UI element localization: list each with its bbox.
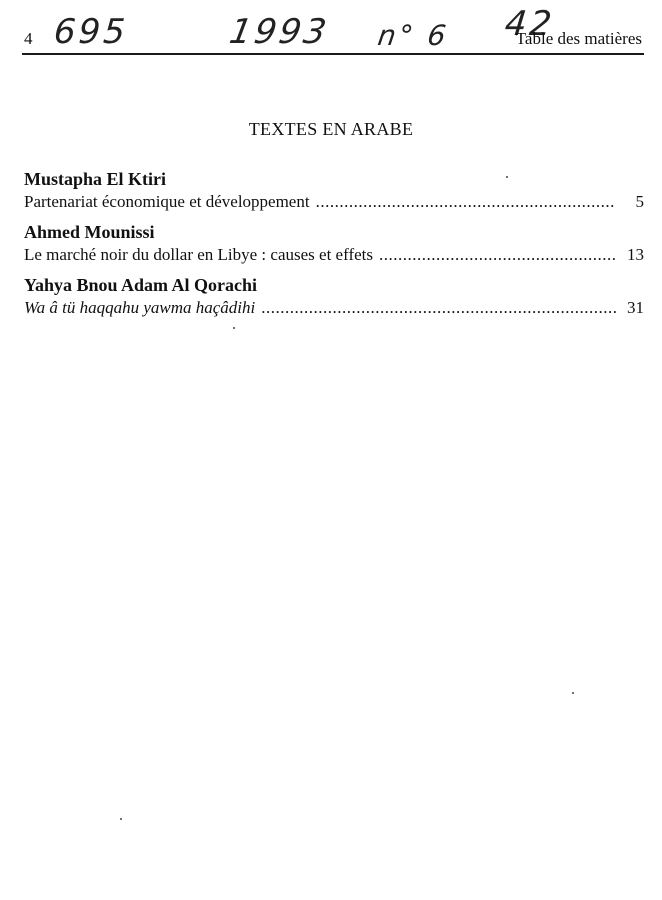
toc-entry [24, 168, 644, 213]
running-header-title: Table des matières [515, 29, 642, 48]
toc-line [24, 297, 644, 319]
scan-speck [120, 818, 122, 820]
toc-author: Yahya Bnou Adam Al Qorachi [24, 275, 258, 295]
toc-page-number: 13 [627, 245, 644, 264]
toc-line [24, 191, 644, 213]
toc-article-title: Le marché noir du dollar en Libye : causes et effets [24, 245, 373, 264]
toc-article-title: Partenariat économique et développement [24, 192, 310, 211]
toc-page-number: 5 [635, 192, 644, 211]
toc-author: Ahmed Mounissi [24, 222, 155, 242]
scan-speck [233, 327, 235, 329]
scan-speck [506, 176, 508, 178]
toc-page-number: 31 [627, 298, 644, 317]
toc-dot-leader [261, 297, 616, 319]
toc-dot-leader [379, 244, 616, 266]
handwritten-issue-number: n° 6 [375, 19, 451, 52]
section-title: TEXTES EN ARABE [248, 119, 414, 139]
page-number: 4 [24, 29, 33, 48]
toc-line [24, 244, 644, 266]
table-of-contents [24, 168, 644, 327]
handwritten-extra-number: 42 [502, 4, 557, 44]
toc-entry [24, 221, 644, 266]
toc-entry [24, 274, 644, 319]
handwritten-year: 1993 [226, 12, 333, 52]
toc-author: Mustapha El Ktiri [24, 169, 167, 189]
toc-article-title: Wa â tü haqqahu yawma haçâdihi [24, 298, 256, 317]
toc-dot-leader [316, 191, 616, 213]
handwritten-reference-number: 695 [52, 12, 130, 52]
scan-speck [572, 692, 574, 694]
header-divider [22, 53, 644, 55]
